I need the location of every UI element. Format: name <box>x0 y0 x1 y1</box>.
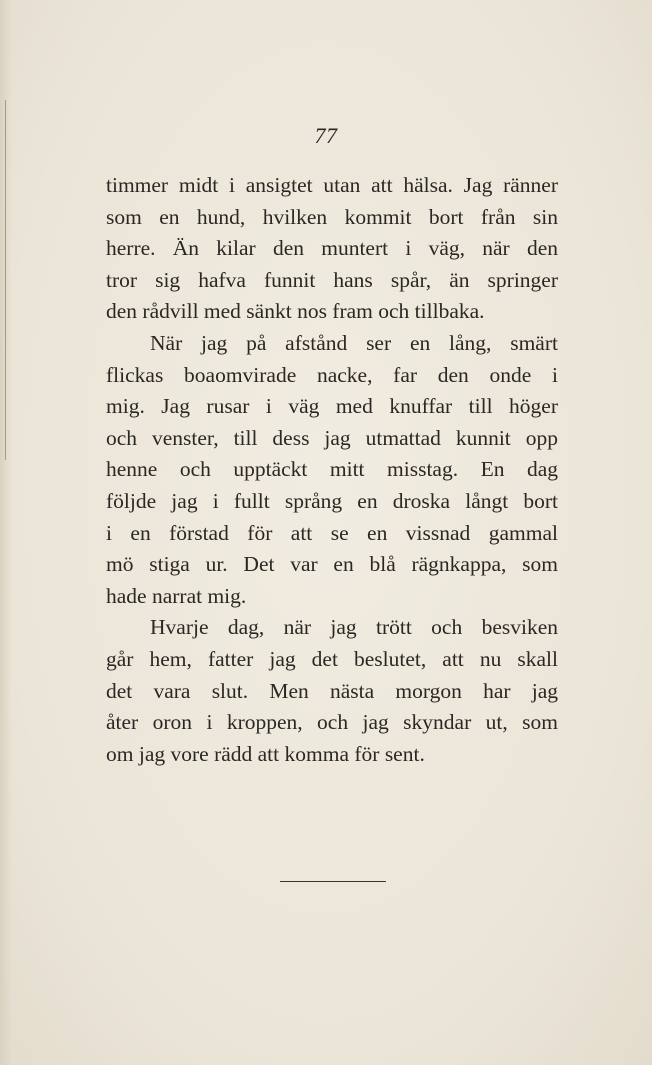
text-line: om jag vore rädd att komma för sent. <box>106 741 425 766</box>
text-line: henne och upptäckt mitt misstag. En dag <box>106 457 558 482</box>
text-line: mö stiga ur. Det var en blå rägnkappa, som <box>106 552 558 577</box>
text-line: timmer midt i ansigtet utan att hälsa. Jag ränner <box>106 173 558 197</box>
text-line: följde jag i fullt språng en droska långt bort <box>106 488 558 513</box>
body-text <box>106 170 558 770</box>
text-line: mig. Jag rusar i väg med knuffar till höger <box>106 394 558 419</box>
page-edge-line <box>5 100 6 460</box>
paragraph-first-line: Hvarje dag, när jag trött och besviken <box>150 615 558 640</box>
text-line: som en hund, hvilken kommit bort från sin <box>106 204 558 229</box>
text-line: den rådvill med sänkt nos fram och tillbaka. <box>106 299 485 324</box>
text-line: tror sig hafva funnit hans spår, än springer <box>106 267 558 292</box>
text-line: i en förstad för att se en vissnad gammal <box>106 520 558 545</box>
paragraph-first-line: När jag på afstånd ser en lång, smärt <box>150 330 558 355</box>
section-divider <box>280 881 386 882</box>
text-line: flickas boaomvirade nacke, far den onde i <box>106 362 558 387</box>
text-line: går hem, fatter jag det beslutet, att nu skall <box>106 646 558 671</box>
page-edge-shadow <box>0 0 12 1065</box>
text-line: åter oron i kroppen, och jag skyndar ut, som <box>106 710 558 735</box>
text-line: herre. Än kilar den muntert i väg, när den <box>106 236 558 261</box>
text-line: hade narrat mig. <box>106 583 247 608</box>
text-line: det vara slut. Men nästa morgon har jag <box>106 678 558 703</box>
text-line: och venster, till dess jag utmattad kunnit opp <box>106 425 558 450</box>
page-number: 77 <box>314 123 338 148</box>
